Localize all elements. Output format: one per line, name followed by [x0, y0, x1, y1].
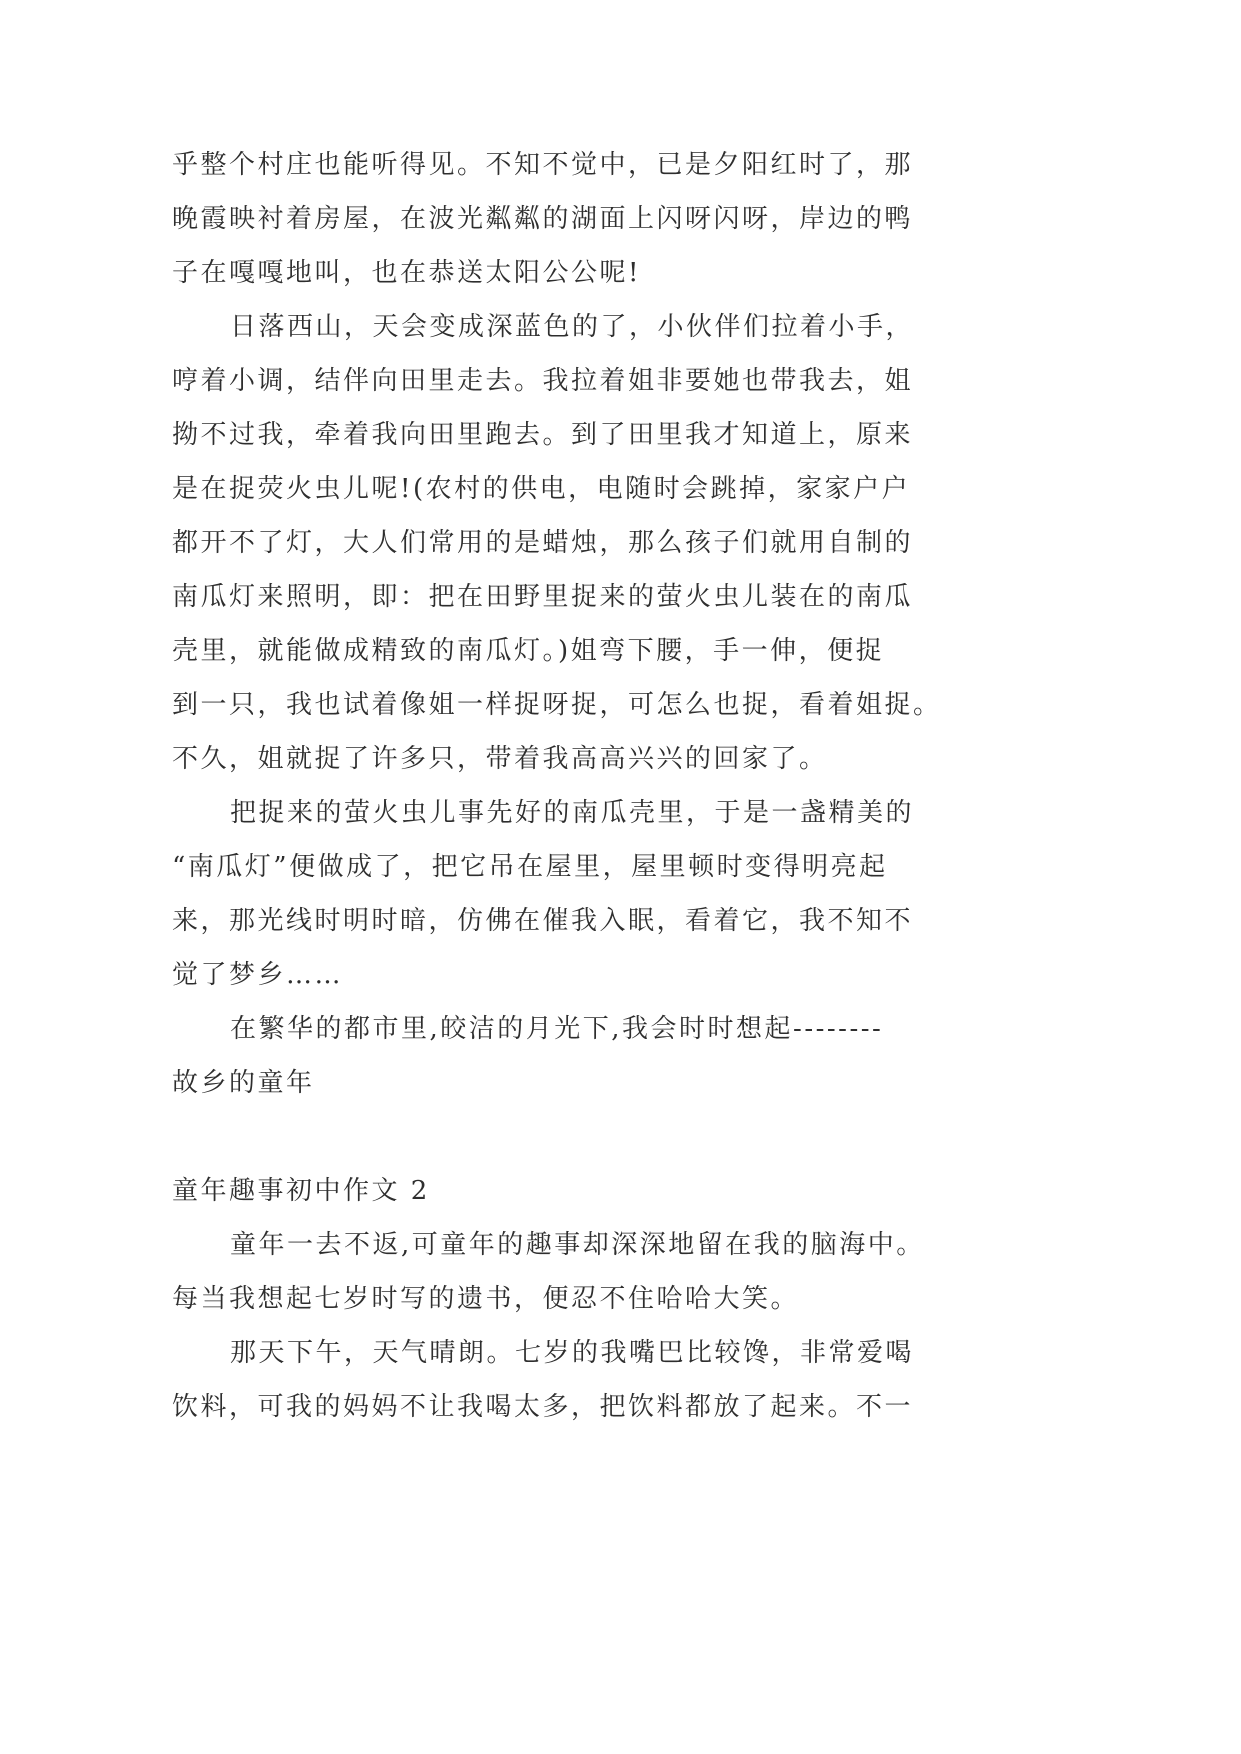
text-line: 拗不过我，牵着我向田里跑去。到了田里我才知道上，原来	[172, 420, 914, 450]
paragraph	[172, 300, 972, 786]
text-line: 日落西山，天会变成深蓝色的了，小伙伴们拉着小手，	[230, 312, 915, 342]
text-line: 子在嘎嘎地叫，也在恭送太阳公公呢!	[172, 258, 641, 288]
text-line: 在繁华的都市里,皎洁的月光下,我会时时想起--------	[230, 1014, 884, 1044]
text-line: 晚霞映衬着房屋，在波光粼粼的湖面上闪呀闪呀，岸边的鸭	[172, 204, 914, 234]
document-body	[172, 138, 972, 1434]
paragraph	[172, 1218, 972, 1326]
paragraph	[172, 786, 972, 1002]
text-line: 每当我想起七岁时写的遗书，便忍不住哈哈大笑。	[172, 1284, 800, 1314]
text-line: 到一只，我也试着像姐一样捉呀捉，可怎么也捉，看着姐捉。	[172, 690, 942, 720]
text-line: 哼着小调，结伴向田里走去。我拉着姐非要她也带我去，姐	[172, 366, 914, 396]
paragraph	[172, 1326, 972, 1434]
text-line: 把捉来的萤火虫儿事先好的南瓜壳里，于是一盏精美的	[230, 798, 915, 828]
text-line: 不久，姐就捉了许多只，带着我高高兴兴的回家了。	[172, 744, 828, 774]
text-line: 乎整个村庄也能听得见。不知不觉中，已是夕阳红时了，那	[172, 150, 914, 180]
paragraph	[172, 138, 972, 300]
section-heading: 童年趣事初中作文 2	[172, 1176, 430, 1206]
text-line: 故乡的童年	[172, 1068, 315, 1098]
text-line: 是在捉荧火虫儿呢!(农村的供电，电随时会跳掉，家家户户	[172, 474, 911, 504]
text-line: 那天下午，天气晴朗。七岁的我嘴巴比较馋，非常爱喝	[230, 1338, 915, 1368]
text-line: “南瓜灯”便做成了，把它吊在屋里，屋里顿时变得明亮起	[172, 852, 888, 882]
blank-line	[172, 1110, 972, 1164]
text-line: 觉了梦乡……	[172, 960, 344, 990]
text-line: 饮料，可我的妈妈不让我喝太多，把饮料都放了起来。不一	[172, 1392, 914, 1422]
text-line: 童年一去不返,可童年的趣事却深深地留在我的脑海中。	[230, 1230, 925, 1260]
text-line: 来，那光线时明时暗，仿佛在催我入眠，看着它，我不知不	[172, 906, 914, 936]
paragraph	[172, 1002, 972, 1110]
text-line: 壳里，就能做成精致的南瓜灯。)姐弯下腰，手一伸，便捉	[172, 636, 885, 666]
text-line: 南瓜灯来照明，即：把在田野里捉来的萤火虫儿装在的南瓜	[172, 582, 914, 612]
text-line: 都开不了灯，大人们常用的是蜡烛，那么孩子们就用自制的	[172, 528, 914, 558]
